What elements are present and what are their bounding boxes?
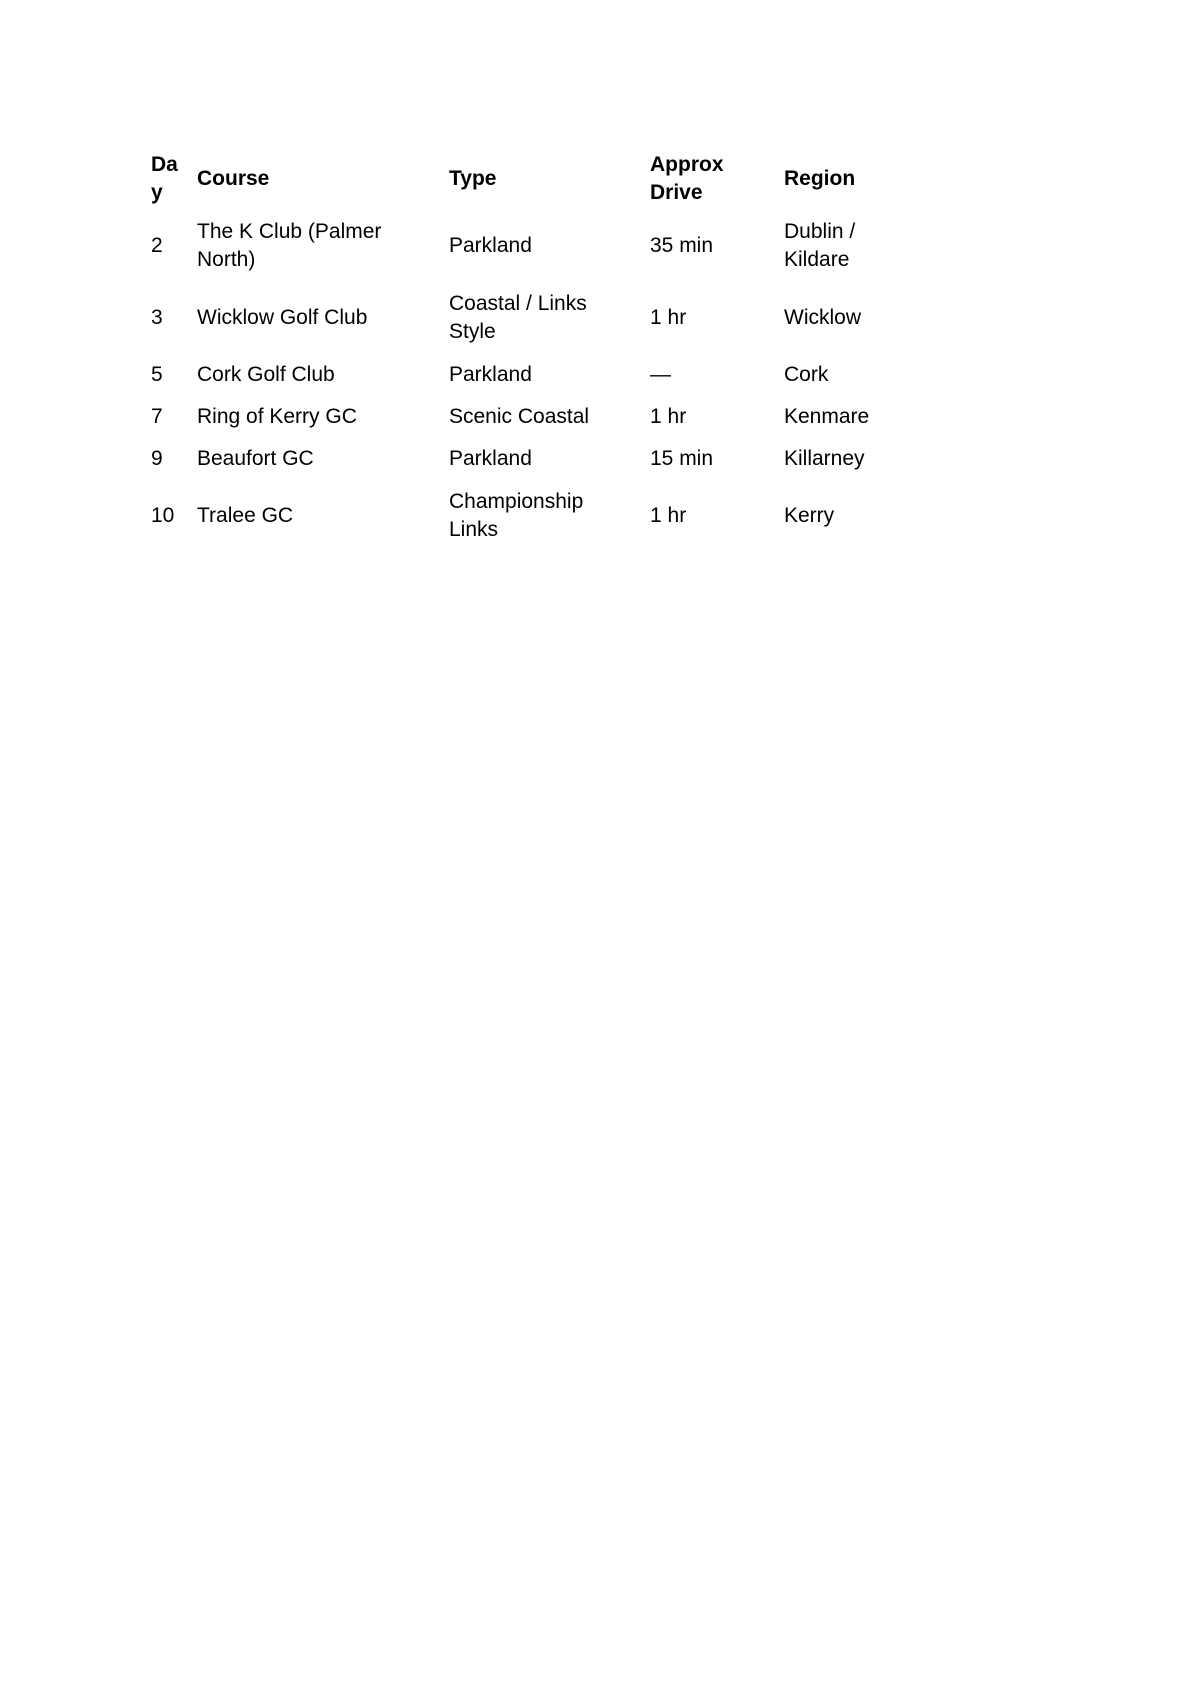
cell-day: 3 bbox=[151, 306, 163, 329]
header-type: Type bbox=[449, 167, 497, 190]
table-row bbox=[145, 282, 905, 354]
table-row bbox=[145, 354, 905, 396]
cell-course: Cork Golf Club bbox=[197, 363, 335, 386]
table-row bbox=[145, 210, 905, 282]
cell-type: Championship Links bbox=[449, 490, 584, 541]
cell-type: Parkland bbox=[449, 234, 532, 257]
cell-type: Parkland bbox=[449, 447, 532, 470]
cell-drive: — bbox=[650, 363, 671, 386]
table-row bbox=[145, 480, 905, 552]
cell-region: Cork bbox=[784, 363, 829, 386]
cell-course: Beaufort GC bbox=[197, 447, 314, 470]
cell-type: Coastal / Links Style bbox=[449, 292, 587, 343]
cell-course: Tralee GC bbox=[197, 504, 294, 527]
cell-day: 9 bbox=[151, 447, 163, 470]
cell-course: The K Club (Palmer North) bbox=[197, 220, 382, 271]
cell-day: 7 bbox=[151, 405, 163, 428]
header-approx-drive: Approx Drive bbox=[650, 153, 724, 204]
cell-day: 5 bbox=[151, 363, 163, 386]
header-region: Region bbox=[784, 167, 856, 190]
cell-drive: 15 min bbox=[650, 447, 714, 470]
cell-region: Kerry bbox=[784, 504, 835, 527]
cell-day: 10 bbox=[151, 504, 175, 527]
cell-drive: 1 hr bbox=[650, 405, 687, 428]
header-day: Day bbox=[151, 153, 178, 204]
cell-drive: 1 hr bbox=[650, 306, 687, 329]
cell-region: Killarney bbox=[784, 447, 865, 470]
header-course: Course bbox=[197, 167, 270, 190]
table-row bbox=[145, 396, 905, 438]
cell-course: Wicklow Golf Club bbox=[197, 306, 368, 329]
cell-region: Dublin / Kildare bbox=[784, 220, 856, 271]
cell-type: Scenic Coastal bbox=[449, 405, 590, 428]
golf-schedule-table bbox=[145, 148, 905, 552]
cell-course: Ring of Kerry GC bbox=[197, 405, 357, 428]
cell-region: Kenmare bbox=[784, 405, 870, 428]
table-header-row bbox=[145, 148, 905, 210]
cell-drive: 35 min bbox=[650, 234, 714, 257]
cell-drive: 1 hr bbox=[650, 504, 687, 527]
cell-region: Wicklow bbox=[784, 306, 861, 329]
table-row bbox=[145, 438, 905, 480]
cell-type: Parkland bbox=[449, 363, 532, 386]
cell-day: 2 bbox=[151, 234, 163, 257]
